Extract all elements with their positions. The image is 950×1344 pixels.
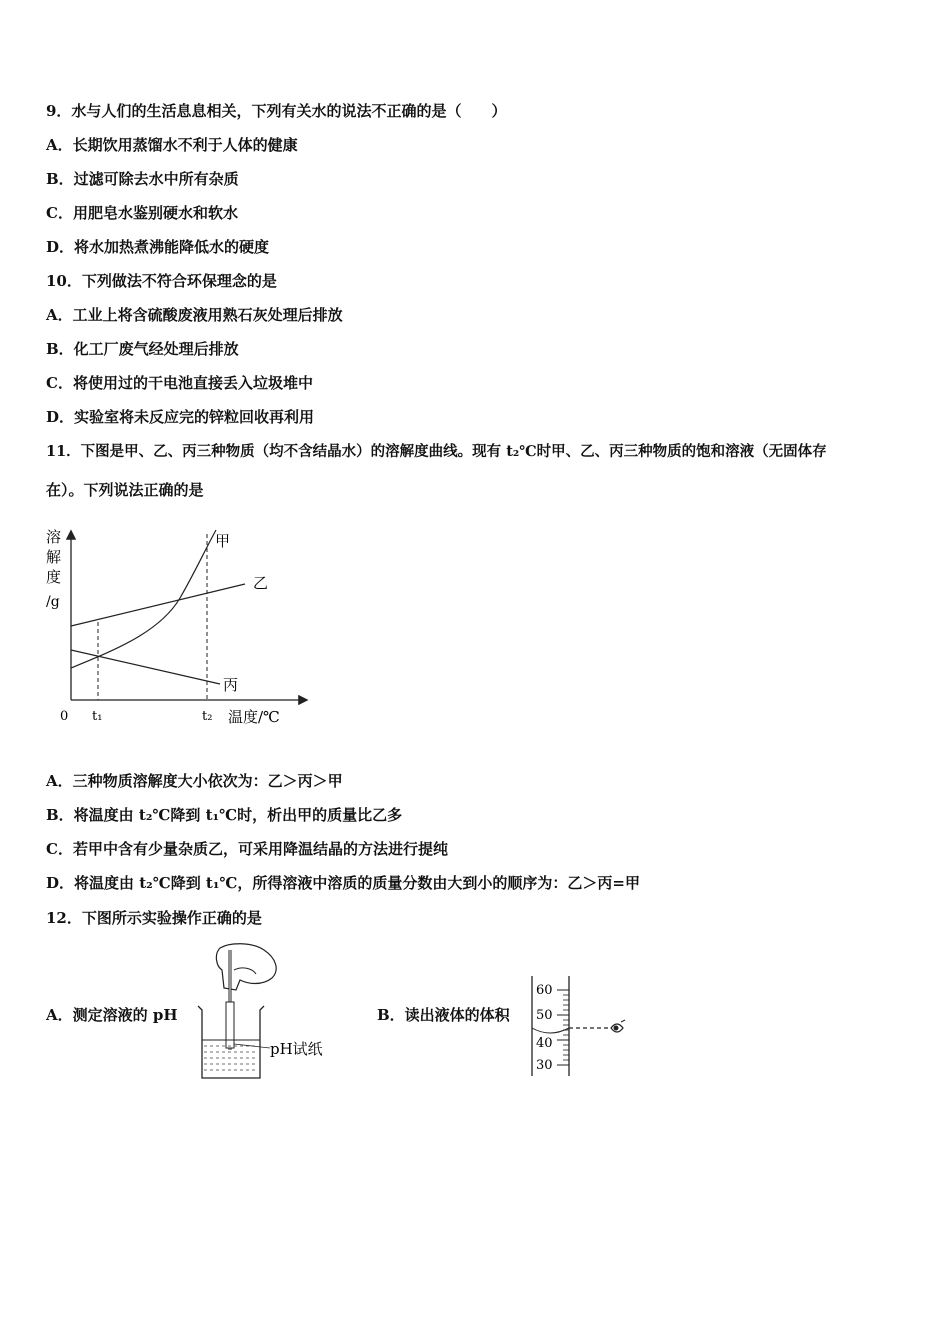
origin-label: 0 (60, 709, 69, 724)
ph-paper-label: pH试纸 (270, 1040, 323, 1058)
y-label-char-2: 解 (46, 548, 62, 566)
q12-stem: 12．下图所示实验操作正确的是 (46, 909, 262, 927)
eye-icon (611, 1020, 625, 1032)
cylinder-svg (525, 972, 635, 1080)
q12-option-b-label: B．读出液体的体积 (377, 1006, 510, 1024)
series-jia-label: 甲 (215, 532, 231, 550)
q10-option-a: A．工业上将含硫酸废液用熟石灰处理后排放 (46, 306, 343, 324)
ph-test-figure (190, 940, 340, 1085)
ph-test-svg (190, 940, 340, 1085)
q10-option-b: B．化工厂废气经处理后排放 (46, 340, 239, 358)
scale-30: 30 (536, 1058, 553, 1073)
q9-option-d: D．将水加热煮沸能降低水的硬度 (46, 238, 270, 256)
q10-option-c: C．将使用过的干电池直接丢入垃圾堆中 (46, 374, 313, 392)
q10-stem: 10．下列做法不符合环保理念的是 (46, 272, 277, 290)
q11-option-a: A．三种物质溶解度大小依次为：乙＞丙＞甲 (46, 772, 343, 790)
q9-option-a: A．长期饮用蒸馏水不利于人体的健康 (46, 136, 298, 154)
solubility-chart-svg (40, 520, 320, 730)
series-bing-label: 丙 (223, 676, 239, 694)
series-jia-curve (71, 530, 216, 668)
q11-stem-line2: 在）。下列说法正确的是 (46, 481, 204, 499)
x-tick-t2: t₂ (202, 709, 213, 724)
cylinder-figure (525, 972, 635, 1080)
series-yi-label: 乙 (253, 574, 269, 592)
q10-option-d: D．实验室将未反应完的锌粒回收再利用 (46, 408, 315, 426)
scale-50: 50 (536, 1008, 553, 1023)
y-label-char-1: 溶 (46, 528, 62, 546)
q9-option-c: C．用肥皂水鉴别硬水和软水 (46, 204, 238, 222)
q9-option-b: B．过滤可除去水中所有杂质 (46, 170, 239, 188)
series-yi-line (71, 584, 245, 626)
solubility-chart (40, 520, 320, 730)
scale-40: 40 (536, 1036, 553, 1051)
x-axis-label: 温度/℃ (228, 708, 280, 726)
ph-paper (226, 1002, 234, 1048)
x-tick-t1: t₁ (92, 709, 103, 724)
scale-60: 60 (536, 983, 553, 998)
q11-stem-line1: 11．下图是甲、乙、丙三种物质（均不含结晶水）的溶解度曲线。现有 t₂℃时甲、乙、丙三种物质的饱和溶液（无固体存 (46, 443, 827, 460)
q12-option-a-label: A．测定溶液的 pH (46, 1006, 178, 1024)
q11-option-d: D．将温度由 t₂℃降到 t₁℃，所得溶液中溶质的质量分数由大到小的顺序为：乙＞丙=甲 (46, 874, 640, 892)
q11-option-b: B．将温度由 t₂℃降到 t₁℃时，析出甲的质量比乙多 (46, 806, 403, 824)
y-label-char-3: 度 (46, 568, 62, 586)
meniscus (532, 1028, 569, 1033)
hand-icon (216, 944, 276, 990)
q9-stem: 9．水与人们的生活息息相关，下列有关水的说法不正确的是（ ） (46, 102, 507, 120)
series-bing-line (71, 650, 220, 684)
q11-option-c: C．若甲中含有少量杂质乙，可采用降温结晶的方法进行提纯 (46, 840, 448, 858)
y-label-char-4: /g (46, 594, 60, 610)
